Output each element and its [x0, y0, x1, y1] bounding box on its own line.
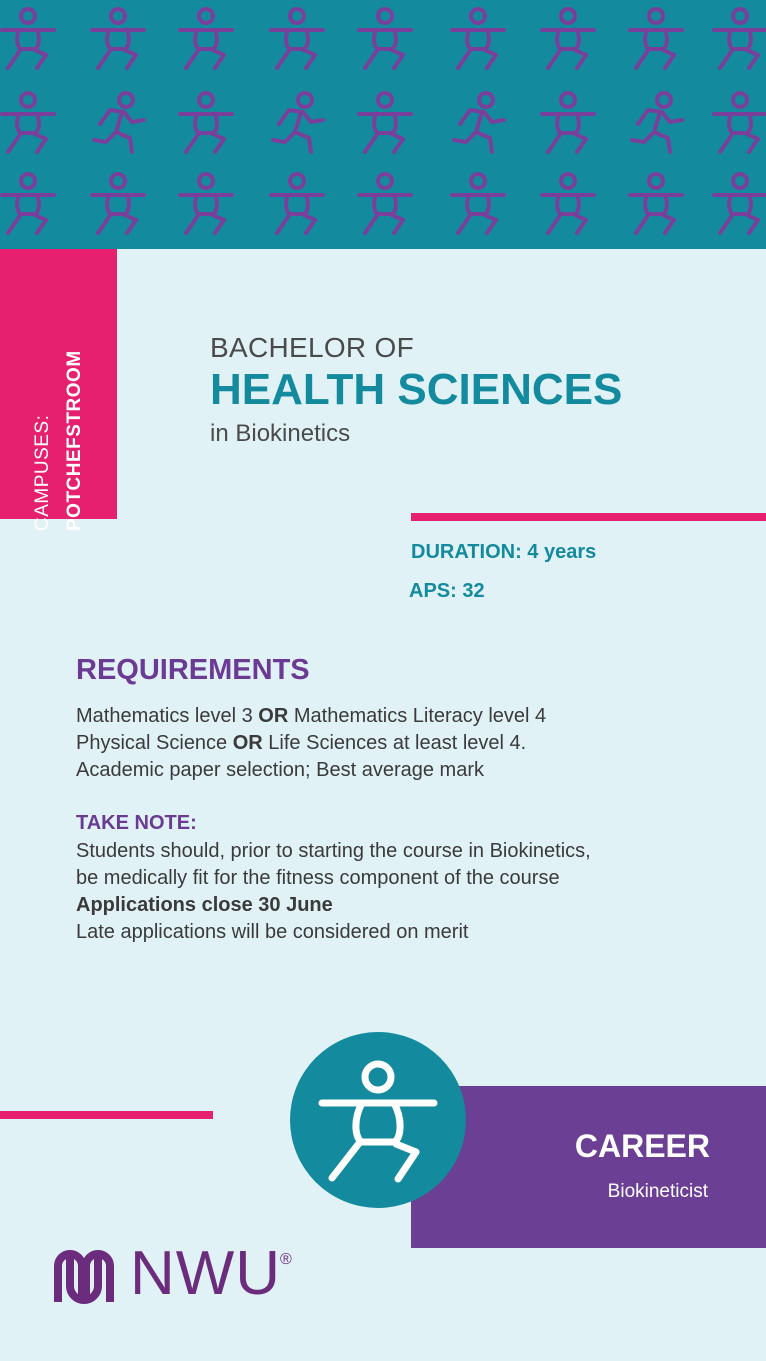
- nwu-logo-icon: [52, 1244, 116, 1313]
- figure-icon: [359, 93, 411, 152]
- requirement-line-2: [76, 730, 526, 757]
- figure-icon: [542, 174, 594, 233]
- runner-icon: [632, 93, 682, 152]
- figure-icon: [359, 9, 411, 68]
- requirement-line-3: Academic paper selection; Best average mark: [76, 759, 484, 781]
- divider-line-top: [411, 513, 766, 521]
- figure-icon: [92, 9, 144, 68]
- figure-icon: [452, 174, 504, 233]
- campus-value: POTCHEFSTROOM: [64, 350, 85, 531]
- campus-label: [27, 271, 91, 531]
- figure-icon: [271, 174, 323, 233]
- figure-icon: [271, 9, 323, 68]
- note-line-2: be medically fit for the fitness component of the course: [76, 867, 560, 889]
- figure-icon: [2, 174, 54, 233]
- figure-icon: [714, 174, 766, 233]
- runner-icon: [94, 93, 144, 152]
- req1-or: OR: [258, 705, 289, 727]
- figure-icon: [92, 174, 144, 233]
- req2-part-a: Physical Science: [76, 732, 233, 754]
- duration-text: DURATION: 4 years: [411, 541, 597, 563]
- person-stretch-icon: [290, 1032, 466, 1208]
- campus-tab: [0, 249, 117, 531]
- figure-icon: [180, 174, 232, 233]
- note-line-4: Late applications will be considered on merit: [76, 921, 469, 943]
- title-main: HEALTH SCIENCES: [210, 365, 623, 414]
- figure-icon: [359, 174, 411, 233]
- figure-icon: [542, 9, 594, 68]
- figure-icon: [180, 93, 232, 152]
- divider-line-bottom: [0, 1111, 213, 1119]
- career-heading: CAREER: [574, 1128, 710, 1164]
- aps-text: APS: 32: [409, 580, 485, 602]
- campus-heading: CAMPUSES:: [32, 414, 53, 531]
- requirements-heading: REQUIREMENTS: [76, 654, 310, 686]
- logo-text: NWU: [130, 1239, 282, 1308]
- career-value: Biokineticist: [607, 1181, 708, 1202]
- req1-part-b: Mathematics Literacy level 4: [288, 705, 547, 727]
- figure-pattern: [0, 0, 766, 249]
- title-prefix: BACHELOR OF: [210, 332, 415, 363]
- figure-icon: [2, 93, 54, 152]
- pattern-banner: [0, 0, 766, 249]
- figure-icon: [542, 93, 594, 152]
- note-line-1: Students should, prior to starting the course in Biokinetics,: [76, 840, 591, 862]
- figure-icon: [714, 9, 766, 68]
- figure-icon: [714, 93, 766, 152]
- figure-icon: [2, 9, 54, 68]
- figure-icon: [630, 174, 682, 233]
- figure-icon: [452, 9, 504, 68]
- req1-part-a: Mathematics level 3: [76, 705, 259, 727]
- title-subtitle: in Biokinetics: [210, 420, 351, 447]
- runner-icon: [273, 93, 323, 152]
- runner-icon: [454, 93, 504, 152]
- note-applications-close: Applications close 30 June: [76, 894, 333, 916]
- req2-or: OR: [232, 732, 263, 754]
- requirement-line-1: [76, 703, 546, 730]
- figure-icon: [180, 9, 232, 68]
- req2-part-b: Life Sciences at least level 4.: [262, 732, 527, 754]
- take-note-heading: TAKE NOTE:: [76, 812, 197, 834]
- figure-circle: [290, 1032, 466, 1208]
- figure-icon: [630, 9, 682, 68]
- degree-title: [210, 332, 622, 448]
- registered-mark: ®: [280, 1251, 292, 1268]
